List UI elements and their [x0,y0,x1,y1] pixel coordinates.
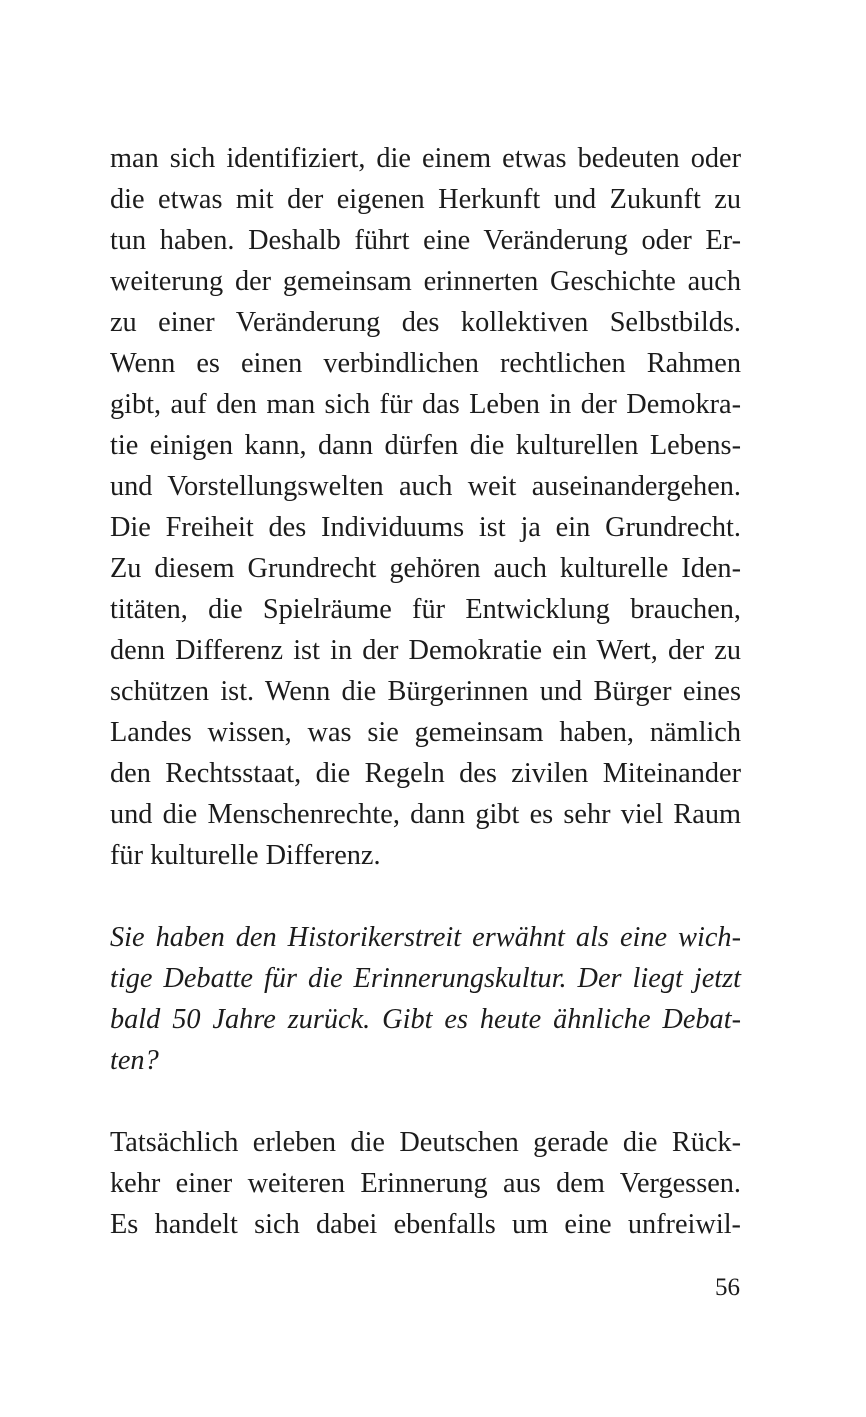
text-line: tige Debatte für die Erinnerungskultur. Der liegt jetzt [110,963,741,994]
text-line: Tatsächlich erleben die Deutschen gerade die Rück- [110,1127,741,1158]
text-line: man sich identifiziert, die einem etwas bedeuten oder [110,143,741,174]
text-line: schützen ist. Wenn die Bürgerinnen und Bürger eines [110,676,741,707]
text-line: Landes wissen, was sie gemeinsam haben, nämlich [110,717,741,748]
text-line: Es handelt sich dabei ebenfalls um eine unfreiwil- [110,1209,741,1240]
text-line: kehr einer weiteren Erinnerung aus dem Vergessen. [110,1168,741,1199]
answer-paragraph [110,1122,741,1245]
text-line: und Vorstellungswelten auch weit auseinandergehen. [110,471,741,502]
text-line: die etwas mit der eigenen Herkunft und Zukunft zu [110,184,741,215]
text-line: bald 50 Jahre zurück. Gibt es heute ähnliche Debat- [110,1004,741,1035]
text-line: tie einigen kann, dann dürfen die kulturellen Lebens- [110,430,741,461]
interview-question [110,917,741,1081]
text-line: Wenn es einen verbindlichen rechtlichen Rahmen [110,348,741,379]
text-line: den Rechtsstaat, die Regeln des zivilen Miteinander [110,758,741,789]
text-line: denn Differenz ist in der Demokratie ein Wert, der zu [110,635,741,666]
text-line: gibt, auf den man sich für das Leben in der Demokra- [110,389,741,420]
text-line: Die Freiheit des Individuums ist ja ein Grundrecht. [110,512,741,543]
text-line: Zu diesem Grundrecht gehören auch kulturelle Iden- [110,553,741,584]
text-line: titäten, die Spielräume für Entwicklung brauchen, [110,594,741,625]
page-number: 56 [715,1274,740,1301]
page-body [110,138,741,1245]
body-paragraph [110,138,741,876]
text-line: weiterung der gemeinsam erinnerten Geschichte auch [110,266,741,297]
text-line: Sie haben den Historikerstreit erwähnt als eine wich- [110,922,741,953]
text-line: zu einer Veränderung des kollektiven Selbstbilds. [110,307,741,338]
text-line: tun haben. Deshalb führt eine Veränderung oder Er- [110,225,741,256]
text-line: für kulturelle Differenz. [110,840,381,871]
text-line: ten? [110,1045,159,1076]
text-line: und die Menschenrechte, dann gibt es sehr viel Raum [110,799,741,830]
